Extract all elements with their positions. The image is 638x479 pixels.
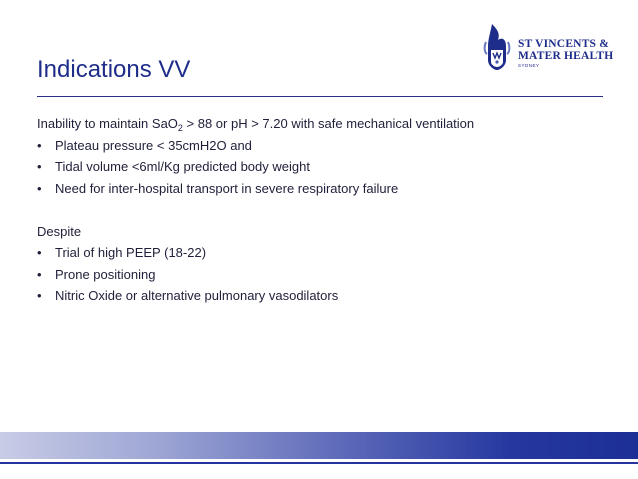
despite-label: Despite xyxy=(37,223,82,239)
list-item xyxy=(37,242,597,264)
list-item xyxy=(37,156,597,178)
intro-suffix: > 88 or pH > 7.20 with safe mechanical ventilation xyxy=(182,116,475,131)
list-item-text: Trial of high PEEP (18-22) xyxy=(55,245,207,260)
list-item xyxy=(37,135,597,157)
intro-prefix: Inability to maintain SaO xyxy=(37,116,178,131)
list-item-text: Tidal volume <6ml/Kg predicted body weight xyxy=(55,159,310,174)
intro-line xyxy=(37,113,597,135)
bullet-icon: • xyxy=(37,245,42,260)
bullet-icon: • xyxy=(37,266,42,282)
list-item xyxy=(37,264,597,286)
title-divider xyxy=(37,96,603,97)
footer-gradient-bar xyxy=(0,432,638,459)
list-item-text: Plateau pressure < 35cmH2O and xyxy=(55,137,252,153)
bullet-icon: • xyxy=(37,159,42,174)
bullet-icon: • xyxy=(37,137,42,153)
logo-wordmark xyxy=(518,38,613,62)
list-item-text: Nitric Oxide or alternative pulmonary vasodilators xyxy=(55,288,339,303)
list-item xyxy=(37,178,597,200)
logo-line-1: ST VINCENTS & xyxy=(518,38,610,50)
logo-line-2: MATER HEALTH xyxy=(518,50,614,62)
slide-title: Indications VV xyxy=(37,56,191,83)
list-item xyxy=(37,285,597,307)
footer-rule xyxy=(0,462,638,464)
bullet-icon: • xyxy=(37,180,42,196)
logo-line-3: SYDNEY xyxy=(518,63,540,68)
slide-body xyxy=(37,113,597,307)
intro-subscript: 2 xyxy=(177,123,183,133)
paragraph-spacer xyxy=(37,199,597,221)
list-item-text: Prone positioning xyxy=(55,266,156,282)
bullet-icon: • xyxy=(37,288,42,303)
list-item-text: Need for inter-hospital transport in severe respiratory failure xyxy=(55,180,399,196)
